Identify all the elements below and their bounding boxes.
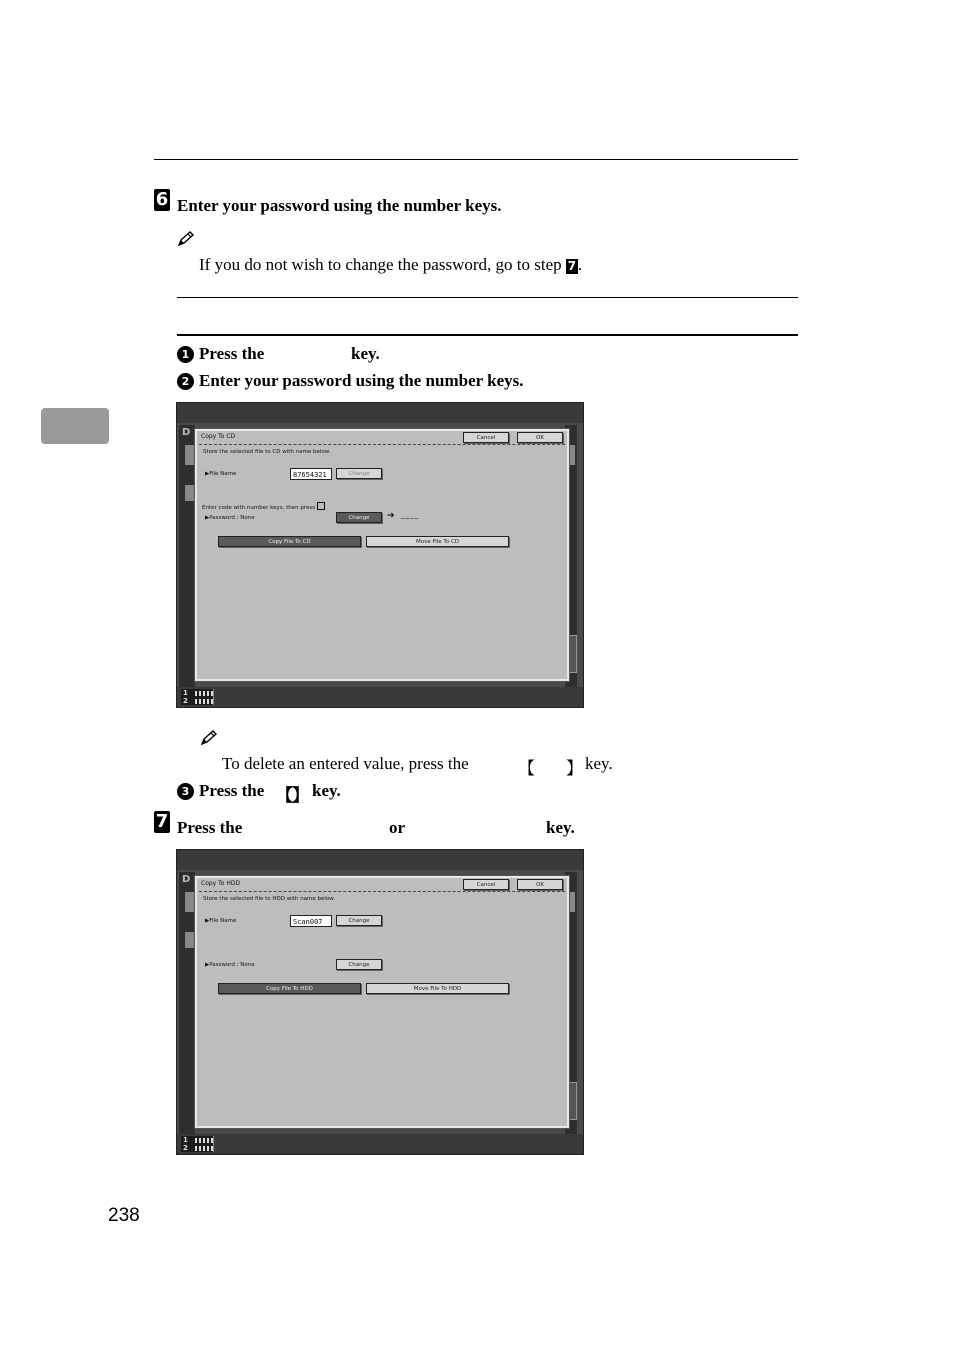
chapter-tab [41, 408, 109, 444]
screenshot-copy-to-cd [176, 402, 584, 708]
step-6-note-end: . [577, 255, 583, 274]
file-name-field-2[interactable]: Scan007 [290, 915, 332, 927]
screenshot-copy-to-hdd [176, 849, 584, 1155]
substep-3-text-a: Press the [199, 781, 265, 800]
screen-left-strip: D [179, 425, 195, 687]
dialog-subtitle-2: Store the selected file to HDD with name below. [203, 896, 336, 902]
section-rule-thick [177, 334, 798, 336]
step-6-number: 6 [155, 189, 169, 210]
dialog-subtitle: Store the selected file to CD with name below. [203, 449, 331, 455]
step-7-text-a: Press the [177, 818, 243, 837]
file-name-field[interactable]: 87654321 [290, 468, 332, 480]
substep-note [222, 754, 469, 774]
file-name-label: ▶File Name [205, 471, 237, 477]
note-pencil-icon-2 [199, 729, 219, 747]
substep-3-number: 3 [177, 783, 194, 800]
substep-note-end: key. [585, 754, 613, 773]
password-change-button-2[interactable]: Change [336, 959, 382, 970]
dialog-title-2: Copy To HDD [201, 880, 241, 887]
substep-1-number: 1 [177, 346, 194, 363]
substep-1-text-a: Press the [199, 344, 265, 363]
substep-3-bracket-open: 【 [276, 786, 293, 805]
password-label-2: ▶Password : None [205, 962, 255, 968]
substep-3-bracket-close: 】 [292, 786, 309, 805]
substep-note-bracket-open: 【 [518, 759, 535, 778]
file-name-change-button-2[interactable]: Change [336, 915, 382, 926]
file-name-label-2: ▶File Name [205, 918, 237, 924]
section-rule-thin [177, 297, 798, 298]
screen-left-strip-2: D [179, 872, 195, 1134]
substep-3 [177, 781, 264, 801]
step-7-number: 7 [155, 811, 169, 832]
move-file-to-hdd-button[interactable]: Move File To HDD [366, 983, 509, 994]
substep-2-number: 2 [177, 373, 194, 390]
step-6-note-ref: 7 [567, 259, 577, 273]
screen-top-bar-2 [177, 850, 583, 870]
password-change-button[interactable]: Change [336, 512, 382, 523]
cancel-button[interactable]: Cancel [463, 432, 509, 443]
substep-1-end: key. [351, 344, 380, 363]
substep-3-end: key. [312, 781, 341, 800]
substep-2 [177, 371, 523, 391]
ok-button[interactable]: OK [517, 432, 563, 443]
step-7-or: or [389, 818, 406, 837]
password-label: ▶Password : None [205, 515, 255, 521]
number-keys-prompt-text: Enter code with number keys, then press [202, 505, 316, 511]
enter-key-icon [317, 502, 325, 510]
copy-file-to-hdd-button[interactable]: Copy File To HDD [218, 983, 361, 994]
dialog-title: Copy To CD [201, 433, 236, 440]
note-pencil-icon [176, 230, 196, 248]
screen-top-bar [177, 403, 583, 423]
screen-bottom-bar: 1 2 [177, 687, 583, 707]
copy-to-cd-dialog [195, 429, 569, 681]
page-number: 238 [108, 1205, 140, 1226]
header-rule [154, 159, 798, 160]
substep-note-bracket-close: 】 [566, 759, 583, 778]
step-6-instruction: Enter your password using the number keys. [177, 196, 502, 215]
substep-1 [177, 344, 264, 364]
number-keys-prompt [202, 502, 325, 511]
ok-button-2[interactable]: OK [517, 879, 563, 890]
file-name-change-button[interactable]: Change [336, 468, 382, 479]
arrow-icon: ➔ [387, 511, 395, 521]
copy-to-hdd-dialog [195, 876, 569, 1128]
substep-note-text: To delete an entered value, press the [222, 754, 469, 773]
step-6-note [199, 255, 582, 275]
screen-bottom-bar-2: 1 2 [177, 1134, 583, 1154]
password-placeholder: ____ [401, 511, 419, 519]
step-6-note-text: If you do not wish to change the password, go to step [199, 255, 562, 274]
cancel-button-2[interactable]: Cancel [463, 879, 509, 890]
substep-2-text: Enter your password using the number keys. [199, 371, 524, 390]
step-7-text-b: key. [546, 818, 575, 837]
move-file-to-cd-button[interactable]: Move File To CD [366, 536, 509, 547]
copy-file-to-cd-button[interactable]: Copy File To CD [218, 536, 361, 547]
